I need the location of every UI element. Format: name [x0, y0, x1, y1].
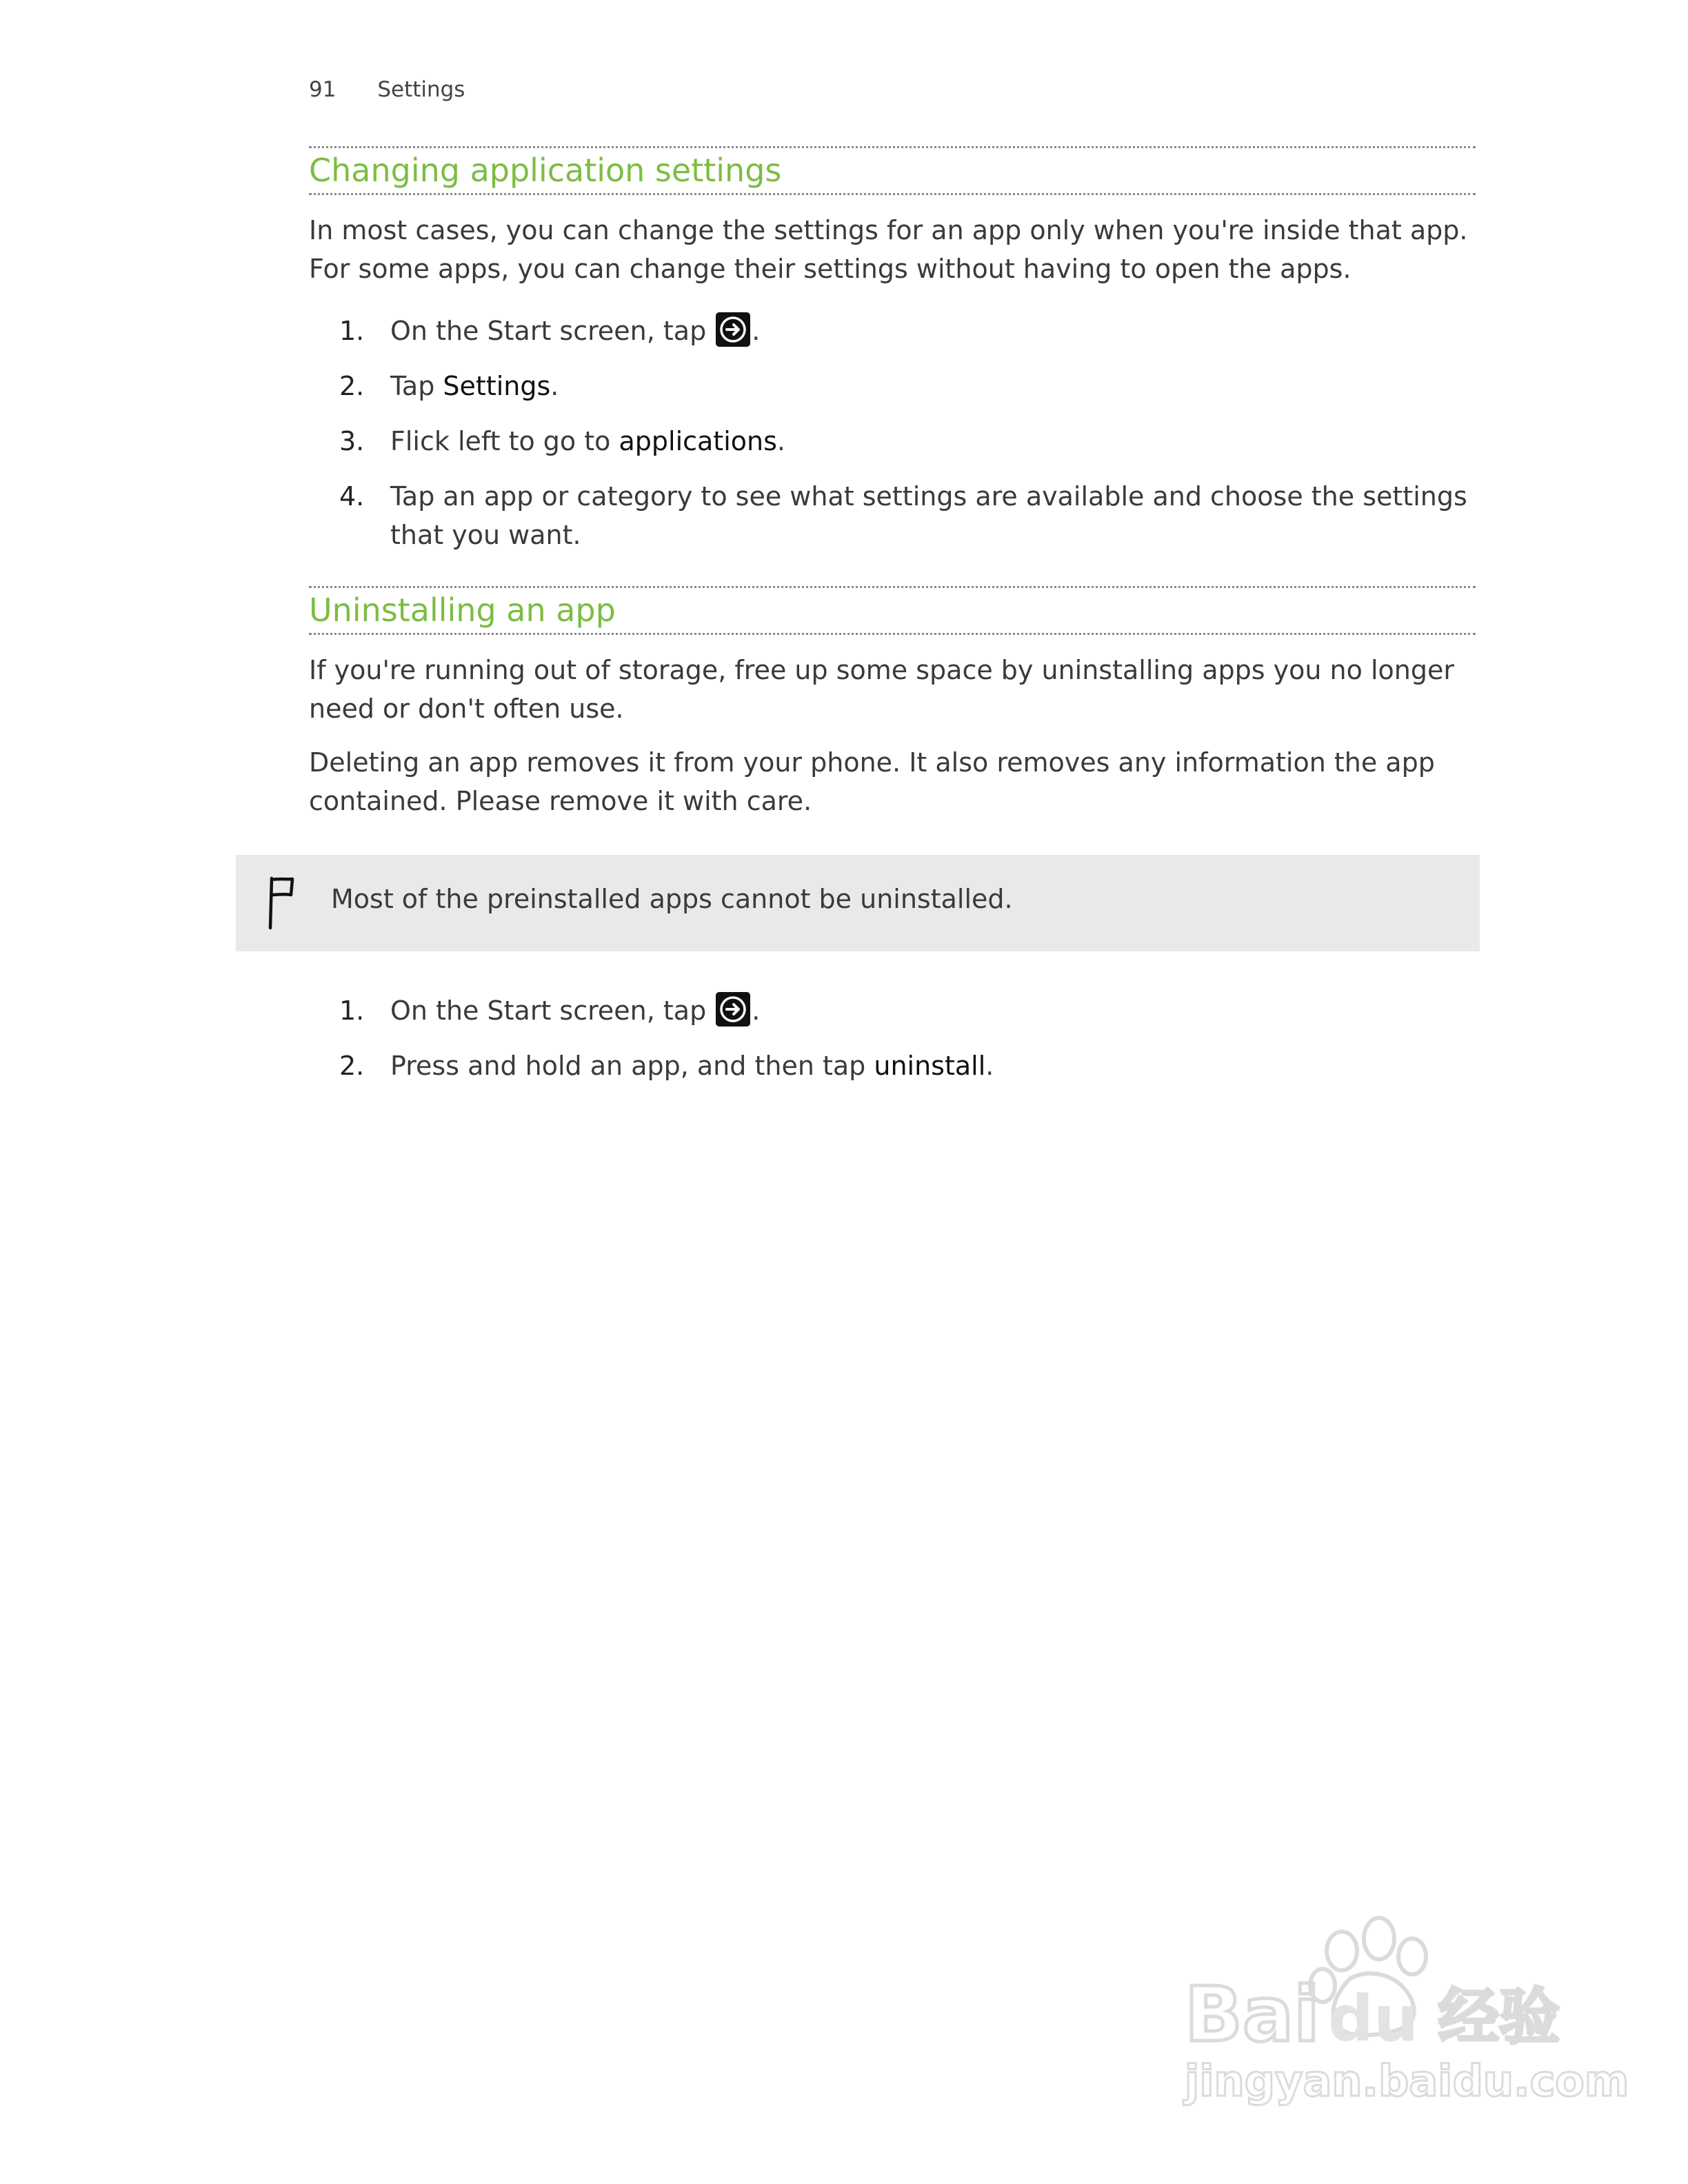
running-head: [309, 77, 465, 102]
warning-paragraph: Deleting an app removes it from your phone. It also removes any information the app contained. Please remove it with care.: [309, 747, 1435, 816]
intro-text: In most cases, you can change the settings for an app only when you're inside that app. For some apps, you can change their settings without having to open the apps.: [309, 215, 1468, 284]
step-tail: .: [776, 426, 785, 456]
steps-list-settings: [309, 312, 1476, 571]
note-box: [236, 855, 1480, 951]
intro-paragraph: [309, 211, 1481, 303]
heading-rule-bottom: [309, 193, 1476, 195]
step-tail: .: [985, 1051, 994, 1081]
note-text: Most of the preinstalled apps cannot be uninstalled.: [331, 884, 1013, 914]
watermark-cn: 经验: [1438, 1981, 1560, 2052]
heading-rule-bottom: [309, 633, 1476, 635]
ui-term-uninstall: uninstall: [874, 1051, 986, 1081]
step-text: Tap an app or category to see what settings are available and choose the settings that you want.: [390, 481, 1467, 550]
heading-rule-top: [309, 146, 1476, 148]
steps-list-uninstall: [309, 991, 1476, 1102]
list-item: [309, 312, 1476, 350]
step-text: On the Start screen, tap: [390, 316, 715, 346]
uninstall-paragraphs: [309, 651, 1481, 836]
step-text: Flick left to go to: [390, 426, 619, 456]
step-number: 1.: [339, 316, 365, 346]
heading-rule-top: [309, 586, 1476, 588]
watermark-logo: Bai: [1185, 1970, 1320, 2059]
list-item: [309, 422, 1476, 461]
step-text: Tap: [390, 371, 443, 401]
ui-term-applications: applications: [619, 426, 777, 456]
ui-term-settings: Settings: [443, 371, 551, 401]
list-item: [309, 1046, 1476, 1085]
arrow-right-circle-icon: [716, 992, 750, 1027]
running-head-section: Settings: [377, 77, 465, 102]
step-number: 4.: [339, 481, 365, 512]
section-heading-uninstalling: Uninstalling an app: [309, 592, 616, 629]
section-heading-changing-settings: Changing application settings: [309, 152, 782, 189]
step-number: 3.: [339, 426, 365, 456]
step-tail: .: [752, 316, 761, 346]
storage-paragraph: If you're running out of storage, free up some space by uninstalling apps you no longer need or don't often use.: [309, 655, 1454, 724]
step-number: 1.: [339, 995, 365, 1026]
step-number: 2.: [339, 371, 365, 401]
step-text: Press and hold an app, and then tap: [390, 1051, 874, 1081]
list-item: [309, 991, 1476, 1030]
arrow-right-circle-icon: [716, 312, 750, 347]
watermark-url: jingyan.baidu.com: [1185, 2056, 1629, 2106]
step-text: On the Start screen, tap: [390, 995, 715, 1026]
watermark-logo-tail: du: [1328, 1982, 1419, 2056]
step-tail: .: [752, 995, 761, 1026]
flag-icon: [263, 874, 298, 935]
list-item: [309, 477, 1476, 554]
list-item: [309, 367, 1476, 405]
step-number: 2.: [339, 1051, 365, 1081]
page-number: 91: [309, 77, 336, 102]
step-tail: .: [550, 371, 559, 401]
baidu-jingyan-watermark: [1185, 1903, 1629, 2110]
